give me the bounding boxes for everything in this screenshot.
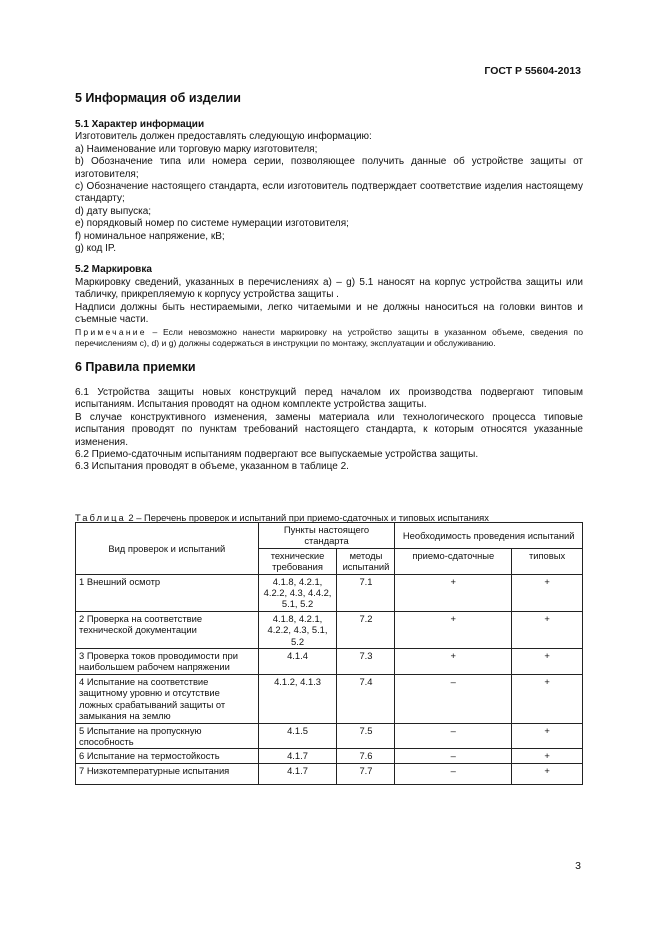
content	[75, 90, 583, 474]
row-acceptance: +	[395, 574, 512, 611]
list-item-b: b) Обозначение типа или номера серии, позволяющее получить данные об устройстве защиты от изготовителя;	[75, 156, 583, 180]
list-item-a: a) Наименование или торговую марку изготовителя;	[75, 143, 318, 155]
note-text: – Если невозможно нанести маркировку на устройство защиты в указанном объеме, сведения по перечислениям c), d) и g) должны содержаться в инструкции по монтажу, эксплуатации и обслуживанию.	[75, 326, 583, 348]
row-name: 1 Внешний осмотр	[76, 574, 259, 611]
header-type-tests: типовых	[512, 548, 583, 574]
page-number: 3	[575, 860, 581, 872]
row-method: 7.1	[337, 574, 395, 611]
table-caption-label: Таблица	[75, 512, 126, 523]
header-test-type: Вид проверок и испытаний	[76, 523, 259, 575]
row-type: +	[512, 763, 583, 784]
row-name: 7 Низкотемпературные испытания	[76, 763, 259, 784]
row-type: +	[512, 611, 583, 648]
para-6-3: 6.3 Испытания проводят в объеме, указанном в таблице 2.	[75, 461, 349, 473]
row-acceptance: –	[395, 674, 512, 723]
table-caption-text: 2 – Перечень проверок и испытаний при приемо-сдаточных и типовых испытаниях	[125, 512, 489, 523]
section-5-title: 5 Информация об изделии	[75, 91, 241, 105]
table-row	[76, 749, 583, 763]
row-acceptance: –	[395, 749, 512, 763]
row-acceptance: –	[395, 723, 512, 749]
note	[75, 327, 583, 349]
row-type: +	[512, 674, 583, 723]
table-row	[76, 574, 583, 611]
row-tech: 4.1.7	[258, 763, 337, 784]
section-6-title: 6 Правила приемки	[75, 359, 196, 374]
row-type: +	[512, 749, 583, 763]
row-tech: 4.1.5	[258, 723, 337, 749]
standard-code: ГОСТ Р 55604-2013	[484, 65, 581, 77]
row-type: +	[512, 574, 583, 611]
row-type: +	[512, 649, 583, 675]
row-name: 2 Проверка на соответствие технической документации	[76, 611, 259, 648]
table-row	[76, 723, 583, 749]
header-standard-clauses: Пункты настоящего стандарта	[258, 523, 395, 549]
row-method: 7.3	[337, 649, 395, 675]
row-tech: 4.1.8, 4.2.1, 4.2.2, 4.3, 5.1, 5.2	[258, 611, 337, 648]
header-test-methods: методы испытаний	[337, 548, 395, 574]
row-method: 7.2	[337, 611, 395, 648]
row-name: 4 Испытание на соответствие защитному уровню и отсутствие ложных срабатываний защиты от замыкания на землю	[76, 674, 259, 723]
row-type: +	[512, 723, 583, 749]
list-item-f: f) номинальное напряжение, кВ;	[75, 230, 225, 242]
row-name: 5 Испытание на пропускную способность	[76, 723, 259, 749]
list-item-c: c) Обозначение настоящего стандарта, если изготовитель подтверждает соответствие изделия настоящему стандарту;	[75, 181, 583, 205]
para-6-2: 6.2 Приемо-сдаточным испытаниям подвергают все выпускаемые устройства защиты.	[75, 448, 479, 460]
para-6-1-cont: В случае конструктивного изменения, замены материала или технологического процесса типовые испытания проводят по пунктам требований настоящего стандарта, к которым относятся указанные изменения.	[75, 411, 583, 448]
list-item-g: g) код IP.	[75, 243, 117, 255]
row-tech: 4.1.2, 4.1.3	[258, 674, 337, 723]
inscription-paragraph: Надписи должны быть нестираемыми, легко читаемыми и не должны наноситься на головки винтов и съемные части.	[75, 301, 583, 326]
table-row	[76, 763, 583, 784]
row-name: 6 Испытание на термостойкость	[76, 749, 259, 763]
para-6-1: 6.1 Устройства защиты новых конструкций перед началом их производства подвергают типовым испытаниям. Испытания проводят на одном комплекте устройства защиты.	[75, 386, 583, 411]
section-5-1-intro: Изготовитель должен предоставлять следующую информацию:	[75, 131, 372, 143]
table-row	[76, 649, 583, 675]
tests-table	[75, 522, 583, 785]
marking-paragraph: Маркировку сведений, указанных в перечислениях а) – g) 5.1 наносят на корпус устройства защиты или табличку, прикрепляемую к корпусу устройства защиты .	[75, 276, 583, 301]
header-acceptance: приемо-сдаточные	[395, 548, 512, 574]
row-acceptance: +	[395, 611, 512, 648]
row-method: 7.4	[337, 674, 395, 723]
row-method: 7.5	[337, 723, 395, 749]
table-row	[76, 611, 583, 648]
row-acceptance: +	[395, 649, 512, 675]
section-5-1-title: 5.1 Характер информации	[75, 119, 205, 130]
row-tech: 4.1.7	[258, 749, 337, 763]
note-label: Примечание	[75, 326, 147, 337]
row-acceptance: –	[395, 763, 512, 784]
header-necessity: Необходимость проведения испытаний	[395, 523, 583, 549]
header-tech-requirements: технические требования	[258, 548, 337, 574]
row-method: 7.6	[337, 749, 395, 763]
row-tech: 4.1.4	[258, 649, 337, 675]
table-row	[76, 674, 583, 723]
section-5-2-title: 5.2 Маркировка	[75, 264, 152, 276]
list-item-e: e) порядковый номер по системе нумерации изготовителя;	[75, 218, 349, 230]
row-name: 3 Проверка токов проводимости при наибольшем рабочем напряжении	[76, 649, 259, 675]
list-item-d: d) дату выпуска;	[75, 205, 152, 217]
row-tech: 4.1.8, 4.2.1, 4.2.2, 4.3, 4.4.2, 5.1, 5.2	[258, 574, 337, 611]
row-method: 7.7	[337, 763, 395, 784]
